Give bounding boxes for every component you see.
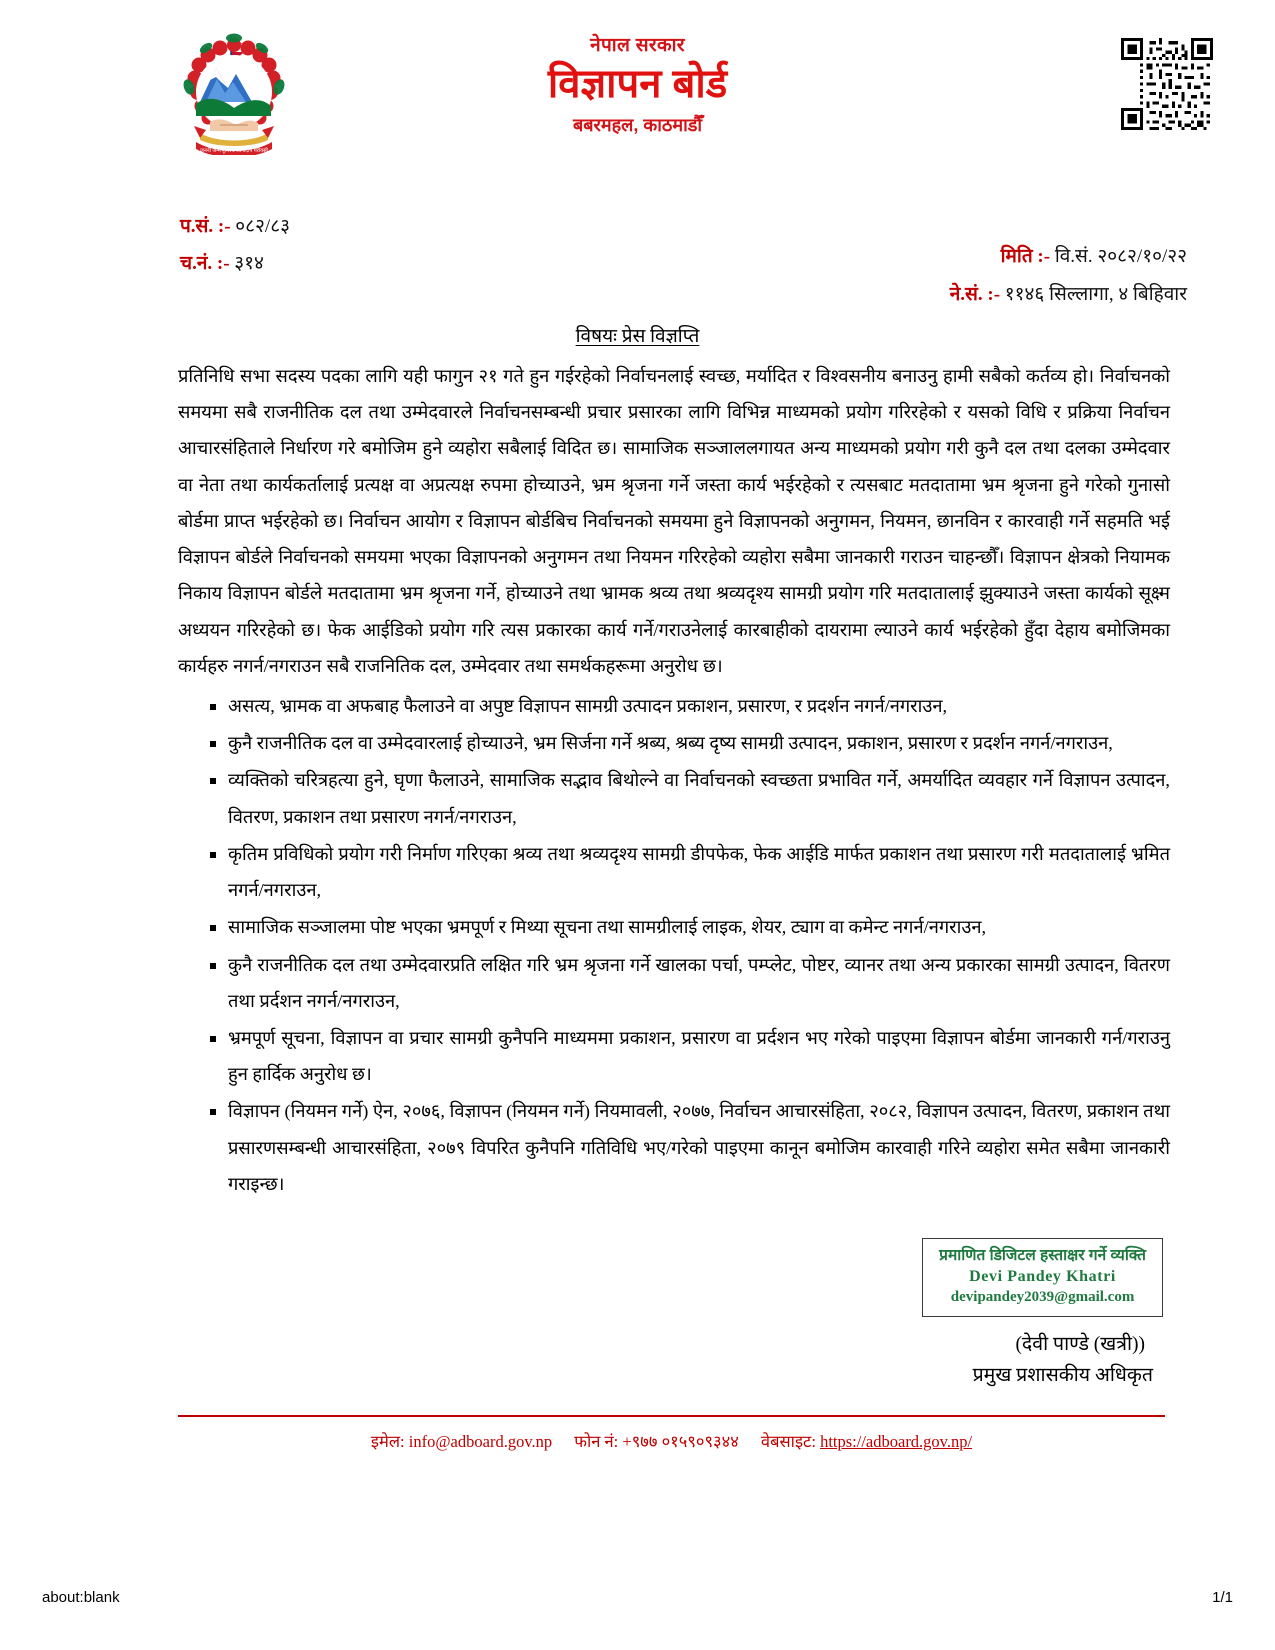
svg-text:जननी जन्मभूमिश्च स्वर्गादपि गर: जननी जन्मभूमिश्च स्वर्गादपि गरीयसी	[200, 148, 268, 154]
list-item: कुनै राजनीतिक दल वा उम्मेदवारलाई होच्याउने, भ्रम सिर्जना गर्ने श्रब्य, श्रब्य दृष्य सामग्री उत्पादन, प्रकाशन, प्रसारण र प्रदर्शन नगर्न/नगराउन,	[206, 725, 1170, 761]
chalani-number-label: च.नं.	[180, 253, 213, 275]
footer-website-value[interactable]: https://adboard.gov.np/	[820, 1432, 973, 1451]
reference-block	[0, 208, 1275, 328]
browser-url-artifact: about:blank	[42, 1589, 120, 1606]
footer-phone-label: फोन नं:	[574, 1432, 619, 1451]
organization-title: विज्ञापन बोर्ड	[547, 61, 728, 106]
chalani-number-separator: :-	[216, 253, 230, 275]
patra-sankhya-separator: :-	[217, 216, 231, 237]
reference-left-column	[180, 208, 290, 282]
chalani-number-line	[180, 245, 290, 282]
digital-signature-caption: प्रमाणित डिजिटल हस्ताक्षर गर्ने व्यक्ति	[939, 1247, 1146, 1265]
footer-email-value[interactable]: info@adboard.gov.np	[408, 1432, 553, 1451]
qr-code-icon	[1121, 38, 1213, 130]
list-item: विज्ञापन (नियमन गर्ने) ऐन, २०७६, विज्ञापन (नियमन गर्ने) नियमावली, २०७७, निर्वाचन आचारसंहिता, २०८२, विज्ञापन उत्पादन, वितरण, प्रकाशन तथा प्रसारणसम्बन्धी आचारसंहिता, २०७९ विपरित कुनैपनि गतिविधि भए/गरेको पाइएमा कानून बमोजिम कारवाही गरिने व्यहोरा समेत सबैमा जानकारी गराइन्छ।	[206, 1093, 1170, 1202]
nepal-sambat-value: ११४६ सिल्लागा, ४ बिहिवार	[1004, 284, 1187, 305]
organization-address: बबरमहल, काठमाडौँ	[572, 114, 703, 135]
signatory-designation: प्रमुख प्रशासकीय अधिकृत	[972, 1365, 1153, 1387]
body-paragraph: प्रतिनिधि सभा सदस्य पदका लागि यही फागुन २१ गते हुन गईरहेको निर्वाचनलाई स्वच्छ, मर्यादित र विश्वसनीय बनाउनु हामी सबैको कर्तव्य हो। निर्वाचनको समयमा सबै राजनीतिक दल तथा उम्मेदवारले निर्वाचनसम्बन्धी प्रचार प्रसारका लागि विभिन्न माध्यमको प्रयोग गरिरहेको र यसको विधि र प्रक्रिया निर्वाचन आचारसंहिताले निर्धारण गरे बमोजिम हुने व्यहोरा सबैलाई विदित छ। सामाजिक सञ्जाललगायत अन्य माध्यमको प्रयोग गरी कुनै दल तथा दलका उम्मेदवार वा नेता तथा कार्यकर्तालाई प्रत्यक्ष वा अप्रत्यक्ष रुपमा होच्याउने, भ्रम श्रृजना गर्ने जस्ता कार्य भईरहेको र त्यसबाट मतदातामा भ्रम श्रृजना हुने गरेको गुनासो बोर्डमा प्राप्त भईरहेको छ। निर्वाचन आयोग र विज्ञापन बोर्डबिच निर्वाचनको समयमा हुने विज्ञापनको अनुगमन, नियमन, छानविन र कारवाही गर्ने सहमति भई विज्ञापन बोर्डले निर्वाचनको समयमा भएका विज्ञापनको अनुगमन तथा नियमन गरिरहेको व्यहोरा सबैमा जानकारी गराउन चाहन्छौँ। विज्ञापन क्षेत्रको नियामक निकाय विज्ञापन बोर्डले मतदातामा भ्रम श्रृजना गर्ने, होच्याउने तथा भ्रामक श्रव्य तथा श्रव्यदृश्य सामग्री प्रयोग गरि मतदातालाई झुक्याउने जस्ता कार्यको सूक्ष्म अध्ययन गरिरहेको छ। फेक आईडिको प्रयोग गरि त्यस प्रकारका कार्य गर्ने/गराउनेलाई कारबाहीको दायरामा ल्याउने कार्य भईरहेको हुँदा देहाय बमोजिमका कार्यहरु नगर्न/नगराउन सबै राजनितिक दल, उम्मेदवार तथा समर्थकहरूमा अनुरोध छ।	[178, 366, 1170, 676]
signature-area	[0, 1238, 1275, 1387]
list-item: भ्रमपूर्ण सूचना, विज्ञापन वा प्रचार सामग्री कुनैपनि माध्यममा प्रकाशन, प्रसारण वा प्रर्दशन भए गरेको पाइएमा विज्ञापन बोर्डमा जानकारी गर्न/गराउनु हुन हार्दिक अनुरोध छ।	[206, 1020, 1170, 1092]
list-item: कृतिम प्रविधिको प्रयोग गरी निर्माण गरिएका श्रव्य तथा श्रव्यदृश्य सामग्री डीपफेक, फेक आईडि मार्फत प्रकाशन तथा प्रसारण गरी मतदातालाई भ्रमित नगर्न/नगराउन,	[206, 836, 1170, 908]
browser-page-indicator: 1/1	[1212, 1589, 1233, 1606]
subject-text: विषयः प्रेस विज्ञप्ति	[575, 326, 700, 347]
footer-divider	[178, 1415, 1165, 1417]
list-item: कुनै राजनीतिक दल तथा उम्मेदवारप्रति लक्षित गरि भ्रम श्रृजना गर्ने खालका पर्चा, पम्प्लेट, पोष्टर, व्यानर तथा अन्य प्रकारका सामग्री उत्पादन, वितरण तथा प्रर्दशन नगर्न/नगराउन,	[206, 947, 1170, 1019]
reference-right-column	[950, 238, 1187, 314]
miti-value: वि.सं. २०८२/१०/२२	[1054, 246, 1187, 267]
nepal-government-emblem-icon	[176, 30, 292, 155]
patra-sankhya-value: ०८२/८३	[235, 216, 290, 237]
patra-sankhya-label: प.सं.	[180, 216, 214, 237]
signatory-name: (देवी पाण्डे (खत्री))	[1015, 1334, 1145, 1356]
letterhead-footer	[178, 1415, 1165, 1452]
footer-website-label: वेबसाइट:	[760, 1432, 816, 1451]
footer-website-group	[761, 1432, 972, 1451]
miti-line	[950, 238, 1187, 276]
signatory-name-latin: Devi Pandey Khatri	[969, 1268, 1116, 1286]
footer-contact-line	[178, 1429, 1165, 1452]
footer-email-label: इमेल:	[370, 1432, 405, 1451]
document-body	[0, 358, 1275, 1202]
footer-email-group	[371, 1432, 556, 1451]
government-line: नेपाल सरकार	[590, 35, 685, 56]
list-item: सामाजिक सञ्जालमा पोष्ट भएका भ्रमपूर्ण र मिथ्या सूचना तथा सामग्रीलाई लाइक, शेयर, ट्याग वा कमेन्ट नगर्न/नगराउन,	[206, 909, 1170, 945]
letterhead-header	[0, 0, 1275, 170]
nepal-sambat-line	[950, 276, 1187, 314]
miti-separator: :-	[1037, 246, 1051, 267]
chalani-number-value: ३१४	[234, 253, 264, 275]
list-item: व्यक्तिको चरित्रहत्या हुने, घृणा फैलाउने, सामाजिक सद्भाव बिथोल्ने वा निर्वाचनको स्वच्छता प्रभावित गर्ने, अमर्यादित व्यवहार गर्ने विज्ञापन उत्पादन, वितरण, प्रकाशन तथा प्रसारण नगर्न/नगराउन,	[206, 762, 1170, 834]
patra-sankhya-line	[180, 208, 290, 245]
nepal-sambat-separator: :-	[987, 284, 1001, 305]
signatory-email: devipandey2039@gmail.com	[950, 1288, 1135, 1305]
footer-phone-group	[574, 1432, 743, 1451]
list-item: असत्य, भ्रामक वा अफबाह फैलाउने वा अपुष्ट विज्ञापन सामग्री उत्पादन प्रकाशन, प्रसारण, र प्रदर्शन नगर्न/नगराउन,	[206, 688, 1170, 724]
nepal-sambat-label: ने.सं.	[949, 284, 983, 305]
miti-label: मिति	[1000, 246, 1033, 267]
directives-list	[178, 688, 1170, 1202]
digital-signature-badge	[922, 1238, 1163, 1317]
footer-phone-value: +९७७ ०१५९०९३४४	[622, 1432, 739, 1451]
